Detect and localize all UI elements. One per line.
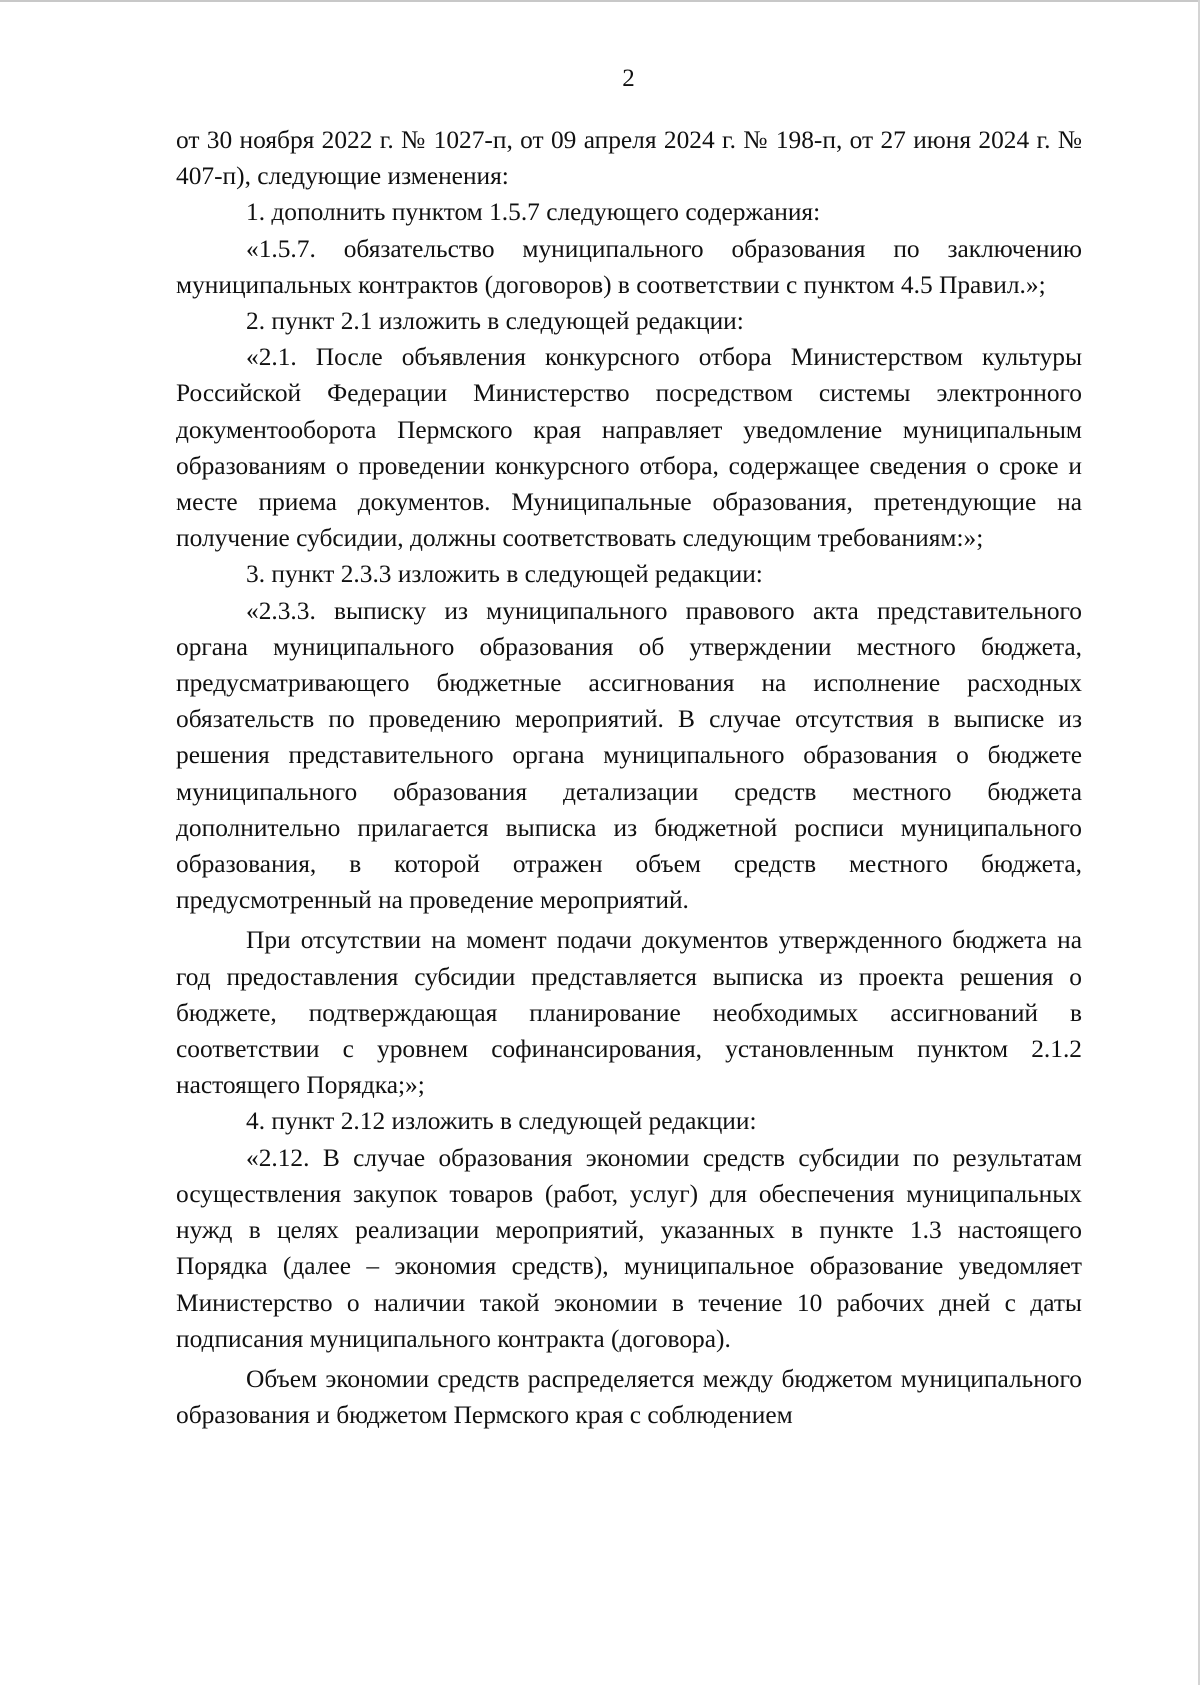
paragraph-savings-distribution: Объем экономии средств распределяется между бюджетом муниципального образования и бюджетом Пермского края с соблюдением	[176, 1364, 1082, 1430]
paragraph-clause-2-3-3: «2.3.3. выписку из муниципального правового акта представительного органа муниципального образования об утверждении местного бюджета, предусматривающего бюджетные ассигнования на исполнение расходных обязательств по проведению мероприятий. В случае отсутствия в выписке из решения представительного органа муниципального образования о бюджете муниципального образования детализации средств местного бюджета дополнительно прилагается выписка из бюджетной росписи муниципального образования, в которой отражен объем средств местного бюджета, предусмотренный на проведение мероприятий.	[176, 596, 1082, 915]
paragraph-amended-acts: от 30 ноября 2022 г. № 1027-п, от 09 апреля 2024 г. № 198-п, от 27 июня 2024 г. № 407-п), следующие изменения:	[176, 126, 1082, 191]
document-body	[176, 122, 1082, 1433]
paragraph-budget-absence: При отсутствии на момент подачи документов утвержденного бюджета на год предоставления субсидии представляется выписка из проекта решения о бюджете, подтверждающая планирование необходимых ассигнований в соответствии с уровнем софинансирования, установленным пунктом 2.1.2 настоящего Порядка;»;	[176, 926, 1082, 1100]
paragraph-clause-1-5-7: «1.5.7. обязательство муниципального образования по заключению муниципальных контрактов (договоров) в соответствии с пунктом 4.5 Правил.»;	[176, 234, 1082, 299]
paragraph-item-2: 2. пункт 2.1 изложить в следующей редакции:	[246, 307, 744, 336]
paragraph-item-4: 4. пункт 2.12 изложить в следующей редакции:	[246, 1107, 757, 1136]
paragraph-item-1: 1. дополнить пунктом 1.5.7 следующего содержания:	[246, 198, 821, 227]
paragraph-clause-2-12: «2.12. В случае образования экономии средств субсидии по результатам осуществления закупок товаров (работ, услуг) для обеспечения муниципальных нужд в целях реализации мероприятий, указанных в пункте 1.3 настоящего Порядка (далее – экономия средств), муниципальное образование уведомляет Министерство о наличии такой экономии в течение 10 рабочих дней с даты подписания муниципального контракта (договора).	[176, 1143, 1082, 1353]
page-number: 2	[622, 65, 635, 92]
page-edge-top	[0, 0, 1200, 2]
paragraph-clause-2-1: «2.1. После объявления конкурсного отбора Министерством культуры Российской Федерации Министерство посредством системы электронного документооборота Пермского края направляет уведомление муниципальным образованиям о проведении конкурсного отбора, содержащее сведения о сроке и месте приема документов. Муниципальные образования, претендующие на получение субсидии, должны соответствовать следующим требованиям:»;	[176, 343, 1082, 553]
paragraph-item-3: 3. пункт 2.3.3 изложить в следующей редакции:	[246, 560, 763, 589]
